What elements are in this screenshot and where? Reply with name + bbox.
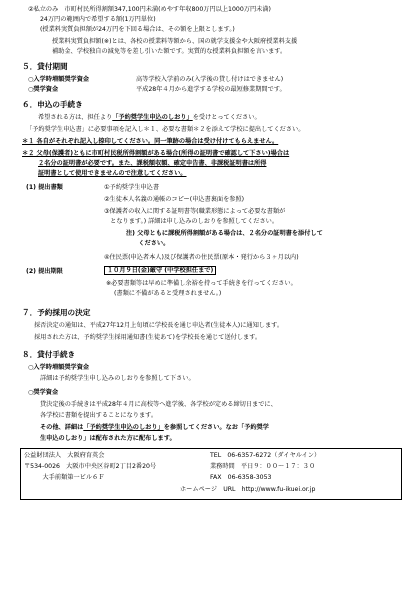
section-5-title: ５．貸付期間	[22, 62, 68, 71]
deadline-label: (2) 提出期限	[26, 268, 63, 275]
s7-line-2: 採用された方は、予約奨学生採用通知書(生徒あて)を学校長を通じて送付します。	[34, 334, 262, 341]
s8-line-1: 貸決定後の手続きは平成28年４月に高校等へ進学後、各学校が定める締切日までに、	[40, 401, 277, 408]
website-url[interactable]: ホームページ URL http://www.fu-ikuei.or.jp	[180, 486, 316, 493]
section-6-title: ６．申込の手続き	[22, 100, 83, 109]
upper-limit-line: (授業料実質負担額が24万円を下回る場合は、その額を上限とします。)	[40, 26, 235, 33]
section-7-title: ７．予約採用の決定	[22, 308, 91, 317]
note-2-line-2: ２名分の証明書が必要です。また、課税額収額、確定申告書、非課税証明書は所得	[38, 160, 267, 167]
doc-item-1: ①予約奨学生申込書	[104, 184, 160, 191]
s8-entry-text: 詳細は予約奨学生申し込みのしおりを参照して下さい。	[40, 375, 195, 382]
amount-range-line: 24万円の範囲内で希望する額(1万円単位)	[40, 16, 156, 23]
documents-label: (1) 提出書類	[26, 184, 63, 191]
address-line-2: 大手前類第一ビル６Ｆ	[24, 474, 105, 481]
org-name: 公益財団法人 大阪府育英会	[24, 452, 105, 459]
note-2-line-1: ＊２ 父母(保護者)ともに市町村民税所得割額がある場合(所得の証明書で確認して下さい)場合は	[22, 150, 290, 157]
phone-number: TEL 06-6357-6272（ダイヤルイン）	[210, 452, 321, 459]
guide-booklet-ref: 「予約奨学生申込のしおり」	[83, 424, 164, 431]
doc-item-3-a: ③保護者の収入に関する証明書等(職業形態によって必要な書類が	[104, 208, 286, 215]
s6-application-line: 「予約奨学生申込書」に必要事項を記入し＊１、必要な書類＊２を添えて学校に提出してください。	[26, 126, 305, 133]
address-line-1: 〒534-0026 大阪市中央区谷町2丁目2番20号	[24, 463, 157, 470]
deadline-note-1: ※必要書類等は早めに準備し余裕を持って手続きを行ってください。	[106, 280, 297, 287]
doc-item-2: ②生徒本人名義の通帳のコピー(申込書裏面を参照)	[104, 196, 245, 203]
doc-note-a: 注) 父母ともに課税所得割額がある場合は、２名分の証明書を添付して	[126, 230, 323, 237]
definition-line-1: 授業料実質負担額(※)とは、各校の授業料等額から、国の就学支援金や大阪府授業料支援	[52, 38, 298, 45]
business-hours: 業務時間 平日９：００～１７：３０	[210, 463, 316, 470]
s6-intro-line	[38, 114, 261, 122]
note-2-line-3: 証明書として使用できませんので注意してください。	[38, 170, 187, 177]
note-1: ＊１ 各自がそれぞれ記入し捺印してください。同一筆跡の場合は受け付けてもらえません。	[22, 138, 279, 145]
s6-intro-a: 希望される方は、担任より	[38, 114, 113, 121]
s5-scholarship-label: ○奨学資金	[28, 86, 59, 93]
deadline-note-2: (書類に不備があると受理されません。)	[114, 290, 222, 297]
fax-number: FAX 06-6358-3053	[210, 474, 272, 481]
guide-booklet-name: 「予約奨学生申込のしおり」	[112, 114, 193, 121]
deadline-box: １０月９日(金)厳守 (中学校担任まで)	[104, 266, 216, 275]
section-8-title: ８．貸付手続き	[22, 350, 76, 359]
private-income-line: ②私立のみ 市町村民所得割額347,100円未満(めやす年収800万円以上1000万円未満)	[28, 6, 271, 13]
definition-line-2: 補助金、学校独自の減免等を差し引いた額です。実質的な授業料負担額を言います。	[52, 48, 287, 55]
s7-line-1: 採否決定の通知は、平成27年12月上旬頃に学校長を通じ申込者(生徒本人)に通知します。	[34, 322, 284, 329]
doc-note-b: ください。	[126, 240, 170, 247]
s8-line-3	[40, 424, 269, 432]
s8-line-3-a: その他、詳細は	[40, 424, 84, 431]
doc-item-3-b: となります。) 詳細は申し込みのしおりを参照してください。	[104, 218, 279, 225]
deadline-value	[104, 267, 216, 275]
s8-entry-label: ○入学時増額奨学資金	[28, 364, 90, 371]
doc-item-4: ④住民票(申込者本人)及び保護者の住民票(原本・発行から３ヶ月以内)	[104, 254, 299, 261]
s5-scholarship-text: 平成28年４月から進学する学校の最短修業期間です。	[136, 86, 286, 93]
s8-line-4: 生申込のしおり」は配布された方に配布します。	[40, 435, 176, 442]
s8-scholarship-label: ○奨学資金	[28, 389, 59, 396]
s5-entry-label: ○入学時増額奨学資金	[28, 76, 90, 83]
s6-intro-c: を受けとってください。	[192, 114, 261, 121]
s8-line-2: 各学校に書類を提出することになります。	[40, 412, 158, 419]
s8-line-3-c: を参照してください。なお「予約奨学	[163, 424, 269, 431]
s5-entry-text: 高等学校入学前のみ(入学後の貸し付けはできません)	[136, 76, 284, 83]
